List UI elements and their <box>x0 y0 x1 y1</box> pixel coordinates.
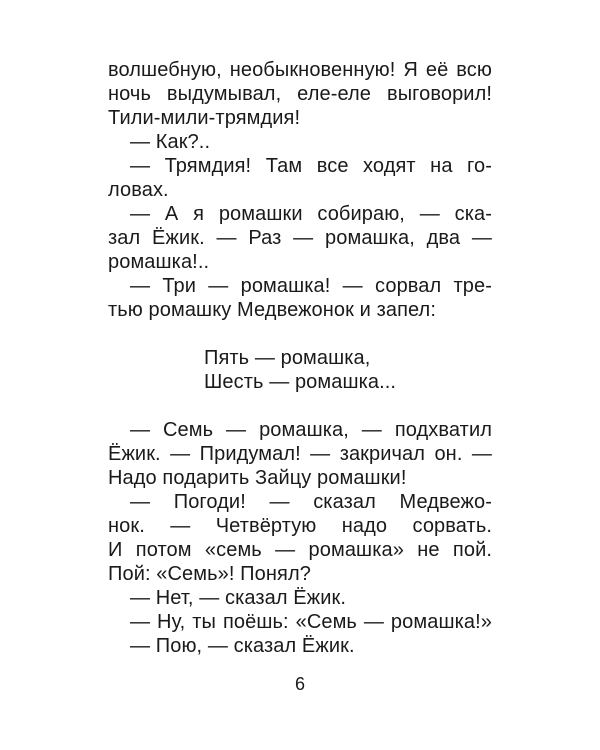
text-line: тью ромашку Медвежонок и запел: <box>108 299 436 321</box>
paragraph <box>108 586 492 610</box>
text-line: ловах. <box>108 179 169 201</box>
text-line: — Пою, — сказал Ёжик. <box>130 635 355 657</box>
text-line: ночь выдумывал, еле-еле выговорил! <box>108 83 492 105</box>
verse-line: Пять — ромашка, <box>204 347 371 369</box>
story-text <box>108 58 492 658</box>
text-line: Надо подарить Зайцу ромашки! <box>108 467 407 489</box>
paragraph <box>108 202 492 274</box>
text-line: ромашка!.. <box>108 251 210 273</box>
paragraph <box>108 154 492 202</box>
paragraph <box>108 130 492 154</box>
text-line: Пой: «Семь»! Понял? <box>108 563 311 585</box>
text-line: нок. — Четвёртую надо сорвать. <box>108 515 492 537</box>
paragraph <box>108 490 492 586</box>
text-line: И потом «семь — ромашка» не пой. <box>108 539 492 561</box>
text-line: Ёжик. — Придумал! — закричал он. — <box>108 443 492 465</box>
paragraph <box>108 634 492 658</box>
text-line: — Как?.. <box>130 131 211 153</box>
text-line: — Нет, — сказал Ёжик. <box>130 587 346 609</box>
verse-line: Шесть — ромашка... <box>204 371 397 393</box>
text-line: — Ну, ты поёшь: «Семь — ромашка!» <box>130 611 492 633</box>
text-line: — Три — ромашка! — сорвал тре- <box>130 275 492 297</box>
page-number: 6 <box>294 674 305 694</box>
text-line: — А я ромашки собираю, — ска- <box>130 203 492 225</box>
text-line: Тили-мили-трямдия! <box>108 107 301 129</box>
text-line: — Семь — ромашка, — подхватил <box>130 419 492 441</box>
text-line: — Погоди! — сказал Медвежо- <box>130 491 492 513</box>
paragraph <box>108 610 492 634</box>
paragraph <box>108 274 492 322</box>
verse-stanza <box>204 346 492 394</box>
text-line: зал Ёжик. — Раз — ромашка, два — <box>108 227 492 249</box>
paragraph <box>108 418 492 490</box>
text-line: — Трямдия! Там все ходят на го- <box>130 155 492 177</box>
text-line: волшебную, необыкновенную! Я её всю <box>108 59 492 81</box>
paragraph <box>108 58 492 130</box>
